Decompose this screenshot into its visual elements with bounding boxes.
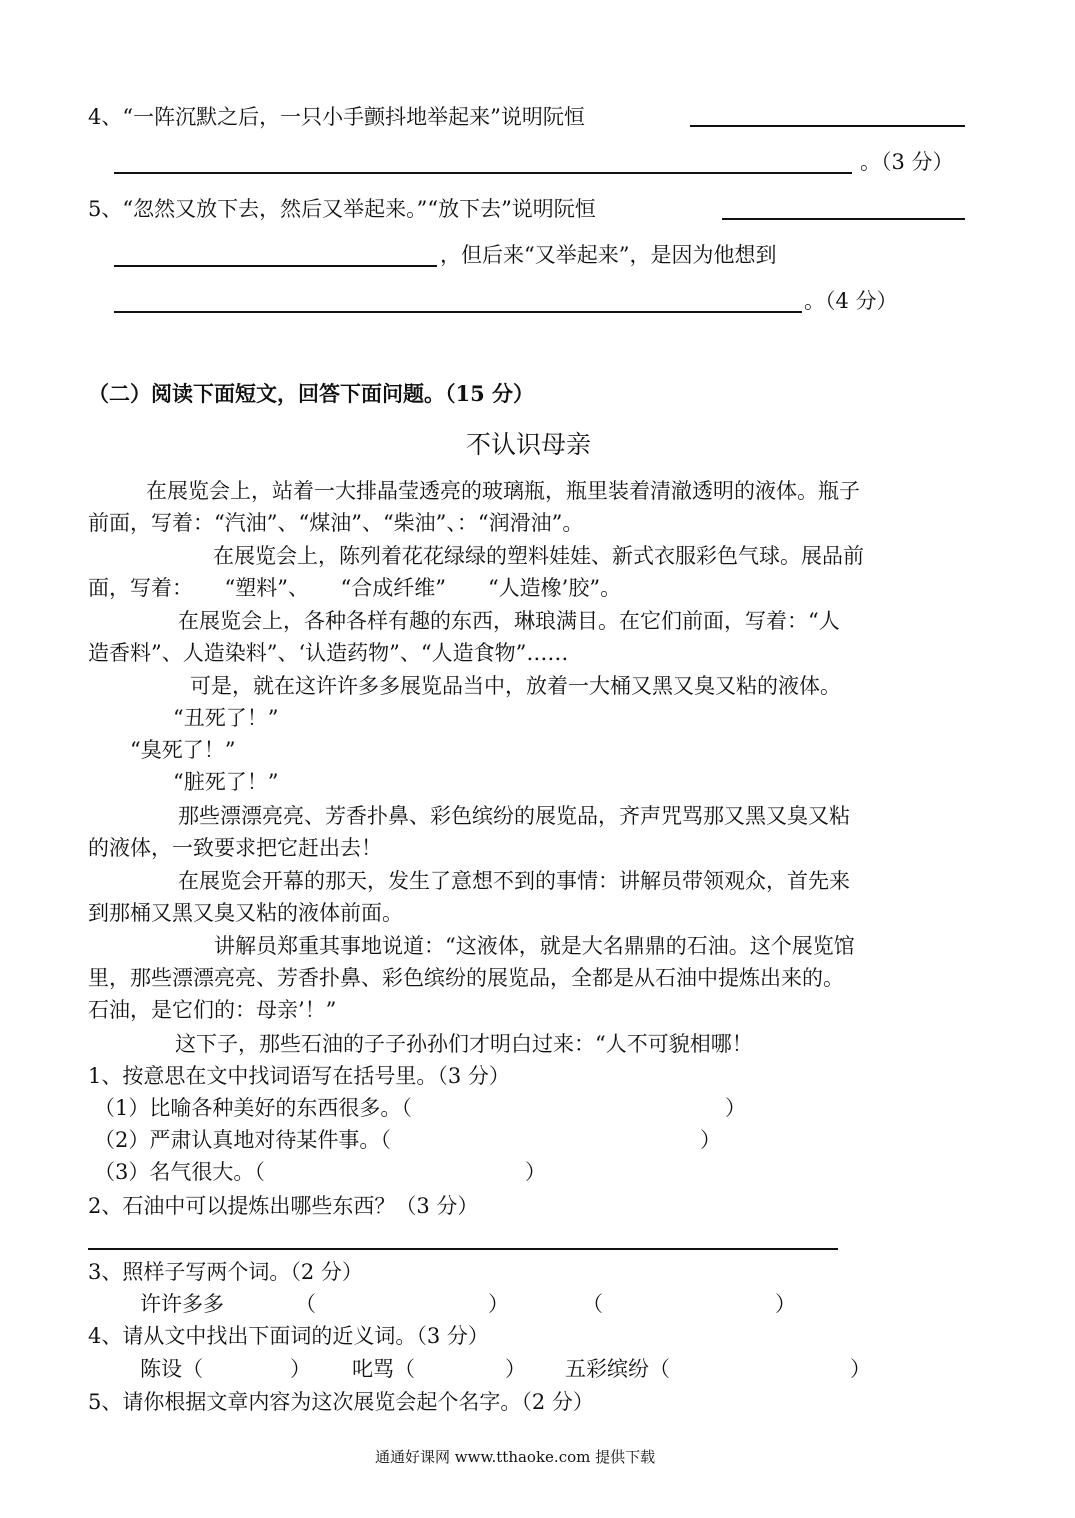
paragraph-line: 里，那些漂漂亮亮、芳香扑鼻、彩色缤纷的展览品，全都是从石油中提炼出来的。 (88, 966, 844, 990)
quote-line: “丑死了！” (173, 706, 279, 730)
paragraph-line: 造香料”、人造染料”、‘认造药物”、“人造食物”…… (88, 641, 569, 665)
close-paren: ） (775, 1292, 796, 1316)
question-2: 2、石油中可以提炼出哪些东西？（3 分） (88, 1194, 479, 1218)
answer-line[interactable] (114, 172, 852, 174)
quote-line: “臭死了！” (130, 738, 236, 762)
question-1-item: （3）名气很大。（ (94, 1160, 265, 1184)
close-paren: ） (525, 1160, 546, 1184)
close-paren: ） (290, 1357, 311, 1381)
close-paren: ） (850, 1357, 871, 1381)
synonym-item: 陈设（ (140, 1357, 203, 1381)
footer-credit: 通通好课网 www.tthaoke.com 提供下载 (375, 1448, 656, 1466)
close-paren: ） (505, 1357, 526, 1381)
question-5-middle: ，但后来“又举起来”，是因为他想到 (440, 243, 777, 267)
question-1: 1、按意思在文中找词语写在括号里。（3 分） (88, 1064, 510, 1088)
section-heading: （二）阅读下面短文，回答下面问题。（15 分） (88, 381, 535, 406)
quote-line: “脏死了！” (173, 770, 279, 794)
question-1-item: （1）比喻各种美好的东西很多。（ (94, 1096, 412, 1120)
paragraph-line: 到那桶又黑又臭又粘的液体前面。 (88, 901, 403, 925)
paragraph-line: 这下子，那些石油的子子孙孙们才明白过来：“人不可貌相哪！ (175, 1032, 753, 1056)
answer-line[interactable] (114, 265, 437, 267)
article-title: 不认识母亲 (466, 430, 592, 459)
paragraph-line: 前面，写着：“汽油”、“煤油”、“柴油”、：“润滑油”。 (88, 511, 584, 535)
answer-line[interactable] (690, 125, 965, 127)
answer-line[interactable] (114, 311, 802, 313)
question-4-text: 4、“一阵沉默之后，一只小手颤抖地举起来”说明阮恒 (88, 105, 585, 129)
paragraph-line: 讲解员郑重其事地说道：“这液体，就是大名鼎鼎的石油。这个展览馆 (214, 934, 855, 958)
paragraph-line: 在展览会上，站着一大排晶莹透亮的玻璃瓶，瓶里装着清澈透明的液体。瓶子 (146, 479, 860, 503)
answer-line[interactable] (88, 1248, 838, 1250)
score-note: 。（4 分） (804, 289, 898, 313)
paragraph-line: 的液体，一致要求把它赶出去！ (88, 836, 382, 860)
question-5-text: 5、“忽然又放下去，然后又举起来。”“放下去”说明阮恒 (88, 197, 596, 221)
close-paren: ） (725, 1096, 746, 1120)
score-note: 。（3 分） (860, 150, 954, 174)
answer-line[interactable] (722, 218, 965, 220)
paragraph-line: 在展览会上，陈列着花花绿绿的塑料娃娃、新式衣服彩色气球。展品前 (213, 544, 864, 568)
open-paren: （ (295, 1292, 316, 1316)
example-word: 许许多多 (140, 1292, 224, 1316)
paragraph-line: 那些漂漂亮亮、芳香扑鼻、彩色缤纷的展览品，齐声咒骂那又黑又臭又粘 (178, 804, 850, 828)
question-5: 5、请你根据文章内容为这次展览会起个名字。（2 分） (88, 1390, 594, 1414)
close-paren: ） (700, 1128, 721, 1152)
close-paren: ） (488, 1292, 509, 1316)
question-3: 3、照样子写两个词。（2 分） (88, 1260, 363, 1284)
question-1-item: （2）严肃认真地对待某件事。（ (94, 1128, 391, 1152)
open-paren: （ (582, 1292, 603, 1316)
paragraph-line: 石油，是它们的：母亲’！” (88, 998, 337, 1022)
paragraph-line: 面，写着： “塑料”、 “合成纤维” “人造橡’胶”。 (88, 576, 622, 600)
synonym-item: 五彩缤纷（ (565, 1357, 670, 1381)
paragraph-line: 可是，就在这许许多多展览品当中，放着一大桶又黑又臭又粘的液体。 (190, 674, 841, 698)
paragraph-line: 在展览会上，各种各样有趣的东西，琳琅满目。在它们前面，写着：“人 (178, 609, 840, 633)
question-4: 4、请从文中找出下面词的近义词。（3 分） (88, 1324, 489, 1348)
paragraph-line: 在展览会开幕的那天，发生了意想不到的事情：讲解员带领观众，首先来 (178, 869, 850, 893)
synonym-item: 叱骂（ (352, 1357, 415, 1381)
